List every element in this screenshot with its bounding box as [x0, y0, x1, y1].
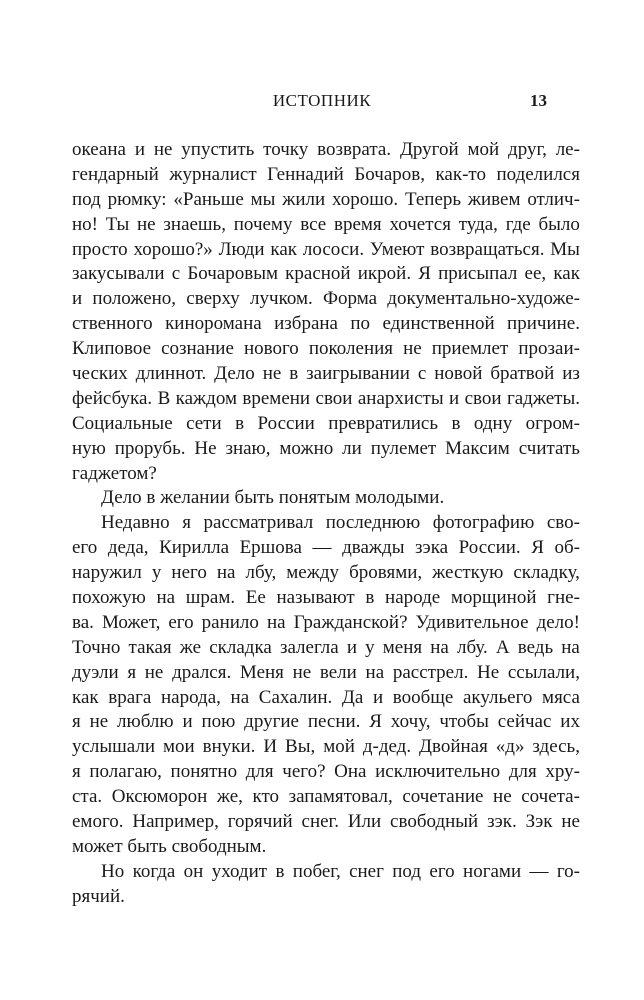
paragraph [72, 511, 580, 859]
text-line: как врага народа, на Сахалин. Да и вообще акульего мяса [72, 686, 580, 708]
paragraph [72, 486, 580, 511]
text-line: емого. Например, горячий снег. Или свободный зэк. Зэк не [72, 811, 580, 833]
text-line: дуэли я не дрался. Меня не вели на расстрел. Не ссылали, [72, 661, 580, 683]
text-line: я полагаю, понятно для чего? Она исключительно для хру- [72, 761, 580, 783]
text-line: океана и не упустить точку возврата. Другой мой друг, ле- [72, 139, 580, 160]
page-header [0, 91, 644, 117]
text-line: Точно такая же складка залегла и у меня на лбу. А ведь на [72, 636, 580, 658]
text-line: Но когда он уходит в побег, снег под его ногами — го- [101, 860, 580, 882]
running-title: ИСТОПНИК [272, 91, 372, 110]
paragraph [72, 860, 580, 910]
text-line: гаджетом? [72, 462, 157, 484]
text-line: закусывали с Бочаровым красной икрой. Я присыпал ее, как [72, 263, 580, 285]
page-number: 13 [530, 91, 547, 110]
text-line: но! Ты не знаешь, почему все время хочется туда, где было [72, 213, 580, 235]
text-line: Дело в желании быть понятым молодыми. [101, 487, 445, 509]
text-line: рячий. [72, 885, 125, 907]
text-line: Недавно я рассматривал последнюю фотографию сво- [101, 512, 580, 534]
text-line: ную прорубь. Не знаю, можно ли пулемет Максим считать [72, 437, 580, 459]
text-line: под рюмку: «Раньше мы жили хорошо. Теперь живем отлич- [72, 188, 580, 210]
text-line: его деда, Кирилла Ершова — дважды зэка России. Я об- [72, 537, 580, 559]
text-line: может быть свободным. [72, 835, 267, 857]
text-line: похожую на шрам. Ее называют в народе морщиной гне- [72, 587, 580, 609]
text-line: наружил у него на лбу, между бровями, жесткую складку, [72, 562, 580, 584]
text-line: ва. Может, его ранило на Гражданской? Удивительное дело! [72, 611, 580, 633]
text-line: и положено, сверху лучком. Форма документально-художе- [72, 288, 580, 310]
body-text [72, 138, 580, 910]
text-line: ста. Оксюморон же, кто запамятовал, сочетание не сочета- [72, 786, 580, 808]
text-line: я не люблю и пою другие песни. Я хочу, чтобы сейчас их [72, 711, 580, 733]
text-line: гендарный журналист Геннадий Бочаров, как-то поделился [72, 163, 580, 185]
text-line: ственного кинороманa избрана по единственной причине. [72, 313, 580, 335]
text-line: Клиповое сознание нового поколения не приемлет прозаи- [72, 338, 580, 360]
paragraph [72, 138, 580, 486]
text-line: просто хорошо?» Люди как лососи. Умеют возвращаться. Мы [72, 238, 580, 260]
text-line: Социальные сети в России превратились в одну огром- [72, 412, 580, 434]
text-line: услышали мои внуки. И Вы, мой д-дед. Двойная «д» здесь, [72, 736, 580, 758]
text-line: ческих длиннот. Дело не в заигрывании с новой братвой из [72, 363, 580, 385]
text-line: фейсбука. В каждом времени свои анархисты и свои гаджеты. [72, 387, 580, 409]
